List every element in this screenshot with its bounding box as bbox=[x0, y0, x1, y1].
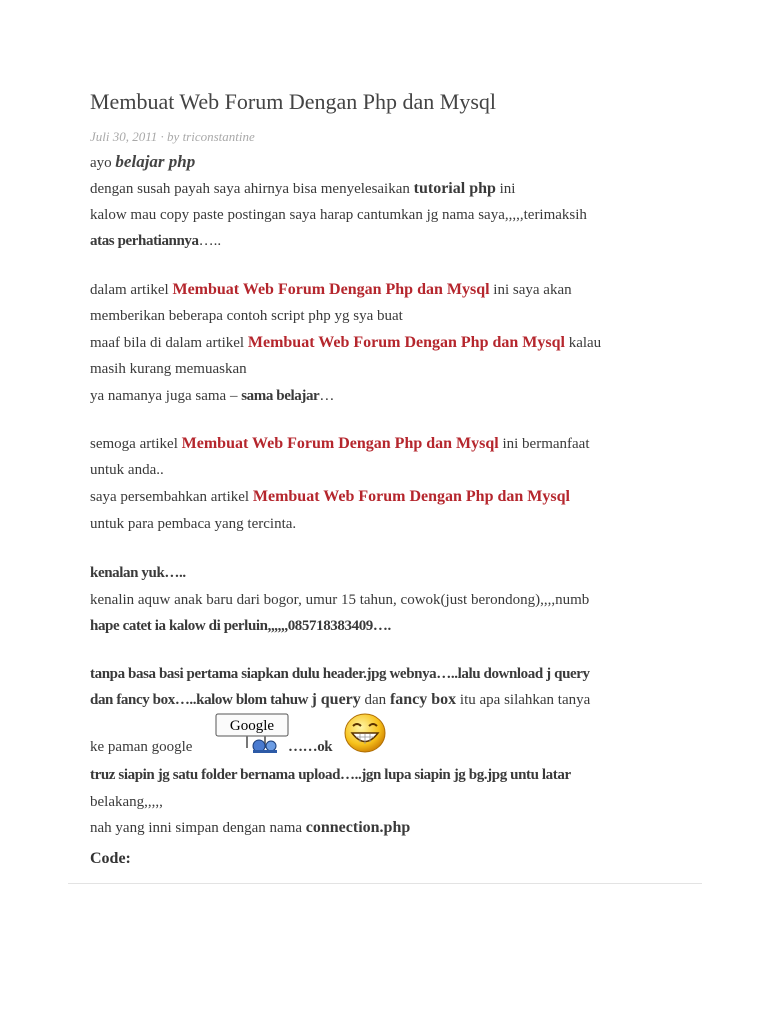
divider bbox=[68, 883, 702, 884]
text-span: maaf bila di dalam artikel bbox=[90, 335, 248, 351]
body-line-19b: ……ok bbox=[288, 739, 333, 755]
body-line-10 bbox=[90, 434, 590, 454]
body-line-16: hape catet ia kalow di perluin,,,,,,085718383409…. bbox=[90, 618, 391, 634]
body-line-3: kalow mau copy paste postingan saya harap cantumkan jg nama saya,,,,,terimaksih bbox=[90, 207, 587, 223]
text-span: ….. bbox=[198, 233, 222, 249]
text-span: kalau bbox=[564, 335, 602, 351]
text-span: ayo bbox=[90, 155, 116, 171]
emphasis-text: connection.php bbox=[305, 819, 411, 836]
text-span: ini saya akan bbox=[489, 282, 572, 298]
article-link[interactable]: Membuat Web Forum Dengan Php dan Mysql bbox=[247, 334, 565, 351]
code-label: Code: bbox=[90, 850, 131, 867]
body-line-5 bbox=[90, 280, 572, 300]
body-line-18 bbox=[90, 690, 590, 710]
google-sign-icon[interactable] bbox=[215, 712, 295, 754]
body-line-6: memberikan beberapa contoh script php yg sya buat bbox=[90, 308, 403, 324]
text-span: dalam artikel bbox=[90, 282, 173, 298]
emphasis-text: j query bbox=[311, 691, 361, 708]
emphasis-text: sama belajar bbox=[241, 388, 320, 404]
body-line-4 bbox=[90, 231, 221, 251]
post-author[interactable]: triconstantine bbox=[182, 129, 255, 144]
post-by: · by bbox=[157, 129, 183, 144]
body-line-8: masih kurang memuaskan bbox=[90, 361, 247, 377]
text-span: … bbox=[319, 388, 335, 404]
body-line-7 bbox=[90, 333, 601, 353]
body-line-9 bbox=[90, 386, 334, 406]
article-link[interactable]: Membuat Web Forum Dengan Php dan Mysql bbox=[252, 488, 570, 505]
article-link[interactable]: Membuat Web Forum Dengan Php dan Mysql bbox=[181, 435, 499, 452]
emphasis-text: fancy box bbox=[389, 691, 457, 708]
text-span: itu apa silahkan tanya bbox=[456, 692, 591, 708]
google-sign-text: Google bbox=[229, 718, 275, 734]
body-line-22 bbox=[90, 818, 410, 838]
text-span: ini bbox=[495, 181, 516, 197]
text-span: nah yang inni simpan dengan nama bbox=[90, 820, 306, 836]
text-span: semoga artikel bbox=[90, 436, 182, 452]
text-span: ya namanya juga sama – bbox=[90, 388, 242, 404]
post-date[interactable]: Juli 30, 2011 bbox=[90, 129, 158, 144]
body-line-12 bbox=[90, 487, 570, 507]
emphasis-text: dan fancy box…..kalow blom tahuw bbox=[90, 692, 312, 708]
post-meta bbox=[90, 129, 255, 145]
body-line-15: kenalin aquw anak baru dari bogor, umur 15 tahun, cowok(just berondong),,,,numb bbox=[90, 592, 590, 608]
grinning-smiley-icon bbox=[342, 712, 388, 754]
emphasis-text: belajar php bbox=[115, 152, 196, 171]
body-line-21: belakang,,,,, bbox=[90, 794, 163, 810]
text-span: dan bbox=[360, 692, 390, 708]
text-span: dengan susah payah saya ahirnya bisa menyelesaikan bbox=[90, 181, 414, 197]
post-title[interactable]: Membuat Web Forum Dengan Php dan Mysql bbox=[90, 89, 497, 114]
emphasis-text: tutorial php bbox=[413, 180, 496, 197]
body-line-11: untuk anda.. bbox=[90, 462, 164, 478]
body-line-13: untuk para pembaca yang tercinta. bbox=[90, 516, 297, 532]
body-line-19a: ke paman google bbox=[90, 739, 193, 755]
emphasis-text: atas perhatiannya bbox=[90, 233, 199, 249]
body-line-1 bbox=[90, 152, 195, 173]
article-link[interactable]: Membuat Web Forum Dengan Php dan Mysql bbox=[172, 281, 490, 298]
body-line-2 bbox=[90, 179, 515, 199]
body-line-20: truz siapin jg satu folder bernama upload…..jgn lupa siapin jg bg.jpg untu latar bbox=[90, 767, 571, 783]
body-line-14: kenalan yuk….. bbox=[90, 565, 186, 581]
text-span: ini bermanfaat bbox=[498, 436, 590, 452]
body-line-17: tanpa basa basi pertama siapkan dulu header.jpg webnya…..lalu download j query bbox=[90, 666, 590, 682]
text-span: saya persembahkan artikel bbox=[90, 489, 253, 505]
